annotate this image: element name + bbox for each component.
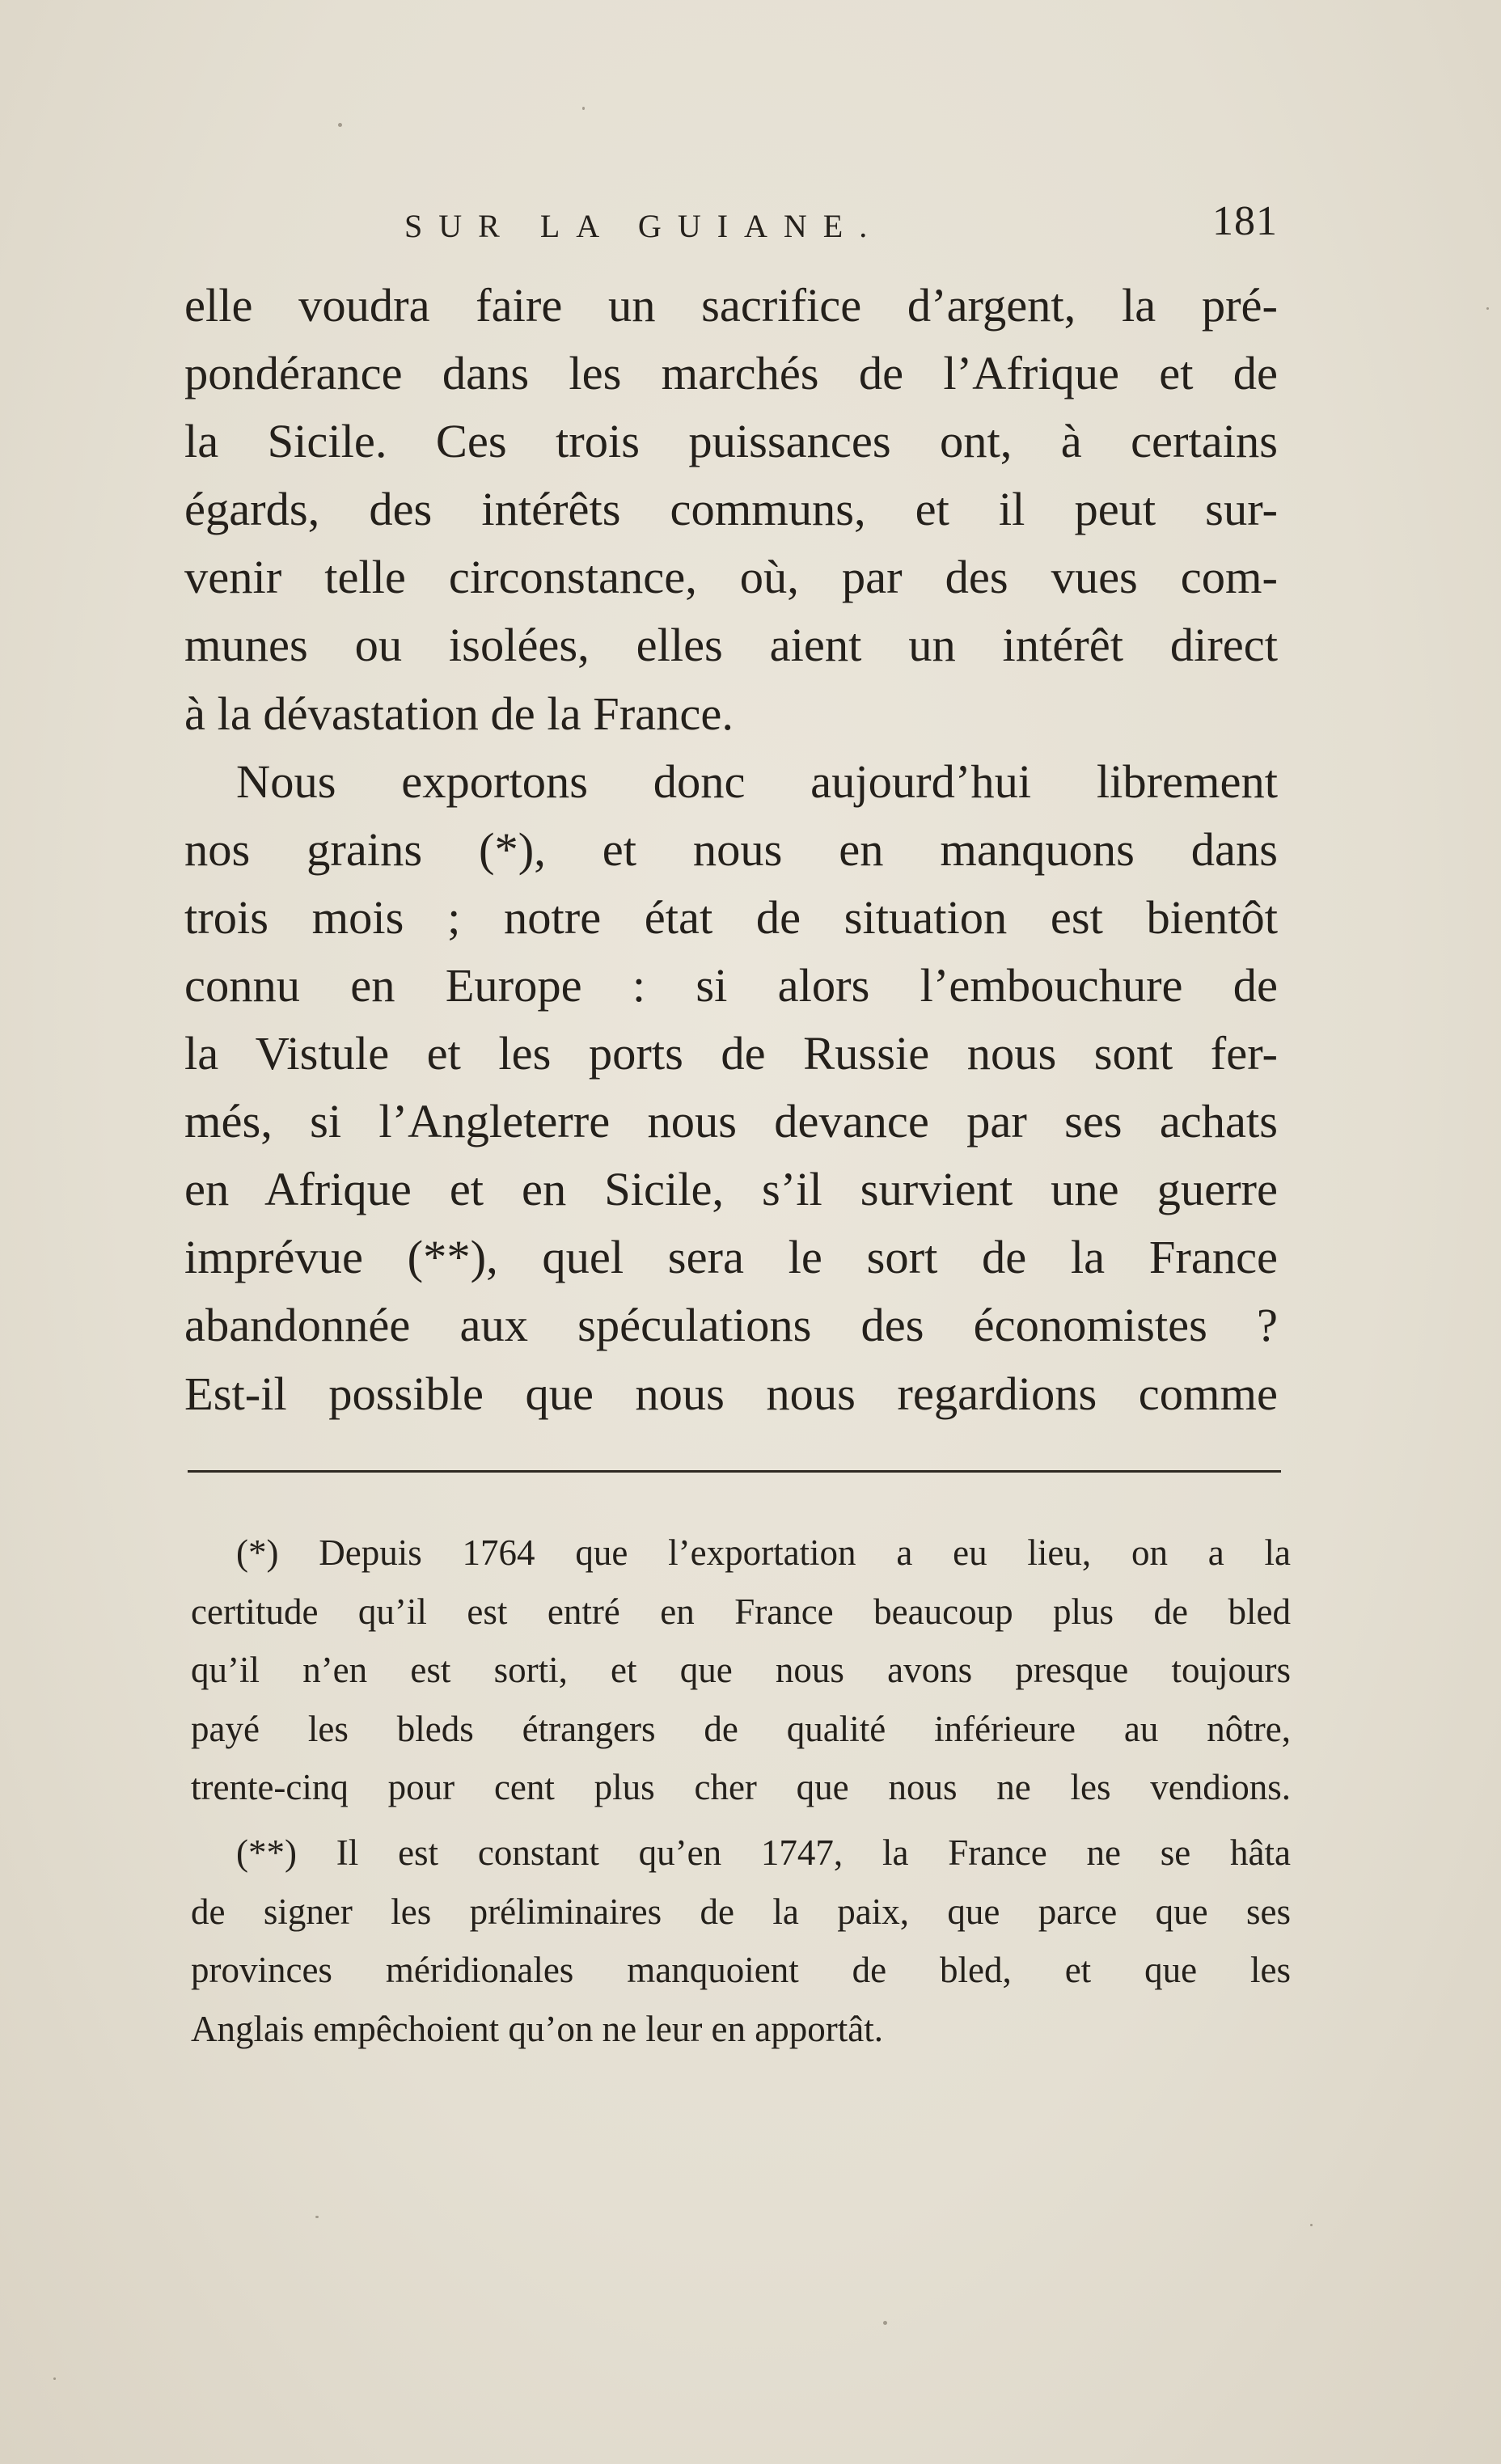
body-line: venir telle circonstance, où, par des vues com- [184, 551, 1278, 604]
body-line: la Vistule et les ports de Russie nous sont fer- [184, 1027, 1278, 1080]
body-line: connu en Europe : si alors l’embouchure de [184, 958, 1278, 1012]
running-title: SUR LA GUIANE. [404, 208, 884, 244]
body-line: imprévue (**), quel sera le sort de la France [184, 1231, 1278, 1284]
footnote-line: Anglais empêchoient qu’on ne leur en apportât. [191, 2008, 883, 2049]
body-line: pondérance dans les marchés de l’Afrique et de [184, 347, 1278, 400]
footnote-2 [191, 1824, 1291, 2058]
paper-speck [315, 2216, 319, 2218]
body-text [184, 272, 1278, 1428]
body-line: Nous exportons donc aujourd’hui librement [236, 754, 1278, 808]
paper-speck [1310, 2224, 1313, 2226]
footnote-line: qu’il n’en est sorti, et que nous avons presque toujours [191, 1650, 1291, 1691]
paper-speck [1486, 307, 1489, 310]
footnote-line: (**) Il est constant qu’en 1747, la France ne se hâta [236, 1832, 1291, 1873]
paper-speck [338, 123, 342, 127]
body-line: Est-il possible que nous nous regardions comme [184, 1367, 1278, 1420]
body-line: trois mois ; notre état de situation est bientôt [184, 890, 1278, 944]
footnote-line: certitude qu’il est entré en France beaucoup plus de bled [191, 1591, 1291, 1632]
body-line: à la dévastation de la France. [184, 687, 734, 740]
page-number: 181 [1212, 198, 1278, 244]
body-line: en Afrique et en Sicile, s’il survient une guerre [184, 1163, 1278, 1216]
body-line: égards, des intérêts communs, et il peut sur- [184, 483, 1278, 536]
paper-speck [53, 2377, 56, 2380]
footnote-line: trente-cinq pour cent plus cher que nous ne les vendions. [191, 1767, 1291, 1808]
body-line: nos grains (*), et nous en manquons dans [184, 822, 1278, 876]
footnote-line: de signer les préliminaires de la paix, que parce que ses [191, 1891, 1291, 1932]
body-line: més, si l’Angleterre nous devance par ses achats [184, 1095, 1278, 1148]
footnotes [191, 1524, 1291, 2065]
footnote-line: payé les bleds étrangers de qualité inférieure au nôtre, [191, 1708, 1291, 1749]
footnote-rule [188, 1470, 1281, 1473]
body-line: munes ou isolées, elles aient un intérêt direct [184, 619, 1278, 672]
paper-speck [883, 2321, 887, 2325]
body-line: abandonnée aux spéculations des économistes ? [184, 1299, 1278, 1352]
body-line: elle voudra faire un sacrifice d’argent, la pré- [184, 279, 1278, 332]
footnote-line: provinces méridionales manquoient de bled, et que les [191, 1950, 1291, 1991]
footnote-line: (*) Depuis 1764 que l’exportation a eu lieu, on a la [236, 1532, 1291, 1573]
body-line: la Sicile. Ces trois puissances ont, à certains [184, 415, 1278, 468]
paper-speck [582, 107, 585, 110]
footnote-1 [191, 1524, 1291, 1817]
page-header [404, 198, 1278, 268]
